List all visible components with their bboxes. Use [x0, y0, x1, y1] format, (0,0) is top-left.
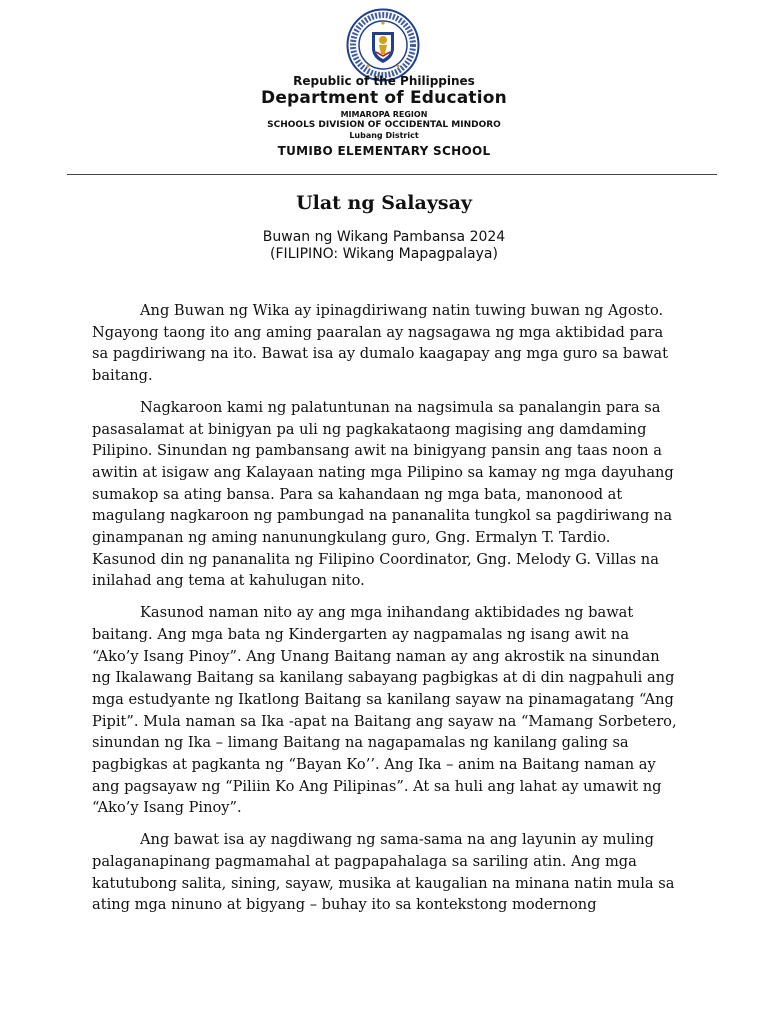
division-label: SCHOOLS DIVISION OF OCCIDENTAL MINDORO	[267, 120, 501, 130]
document-subtitle: Buwan ng Wikang Pambansa 2024	[262, 229, 506, 245]
paragraph: Nagkaroon kami ng palatuntunan na nagsimula sa panalangin para sa pasasalamat at binigyan pa uli ng pagkakataong magising ang damdaming Pilipino. Sinundan ng pambansang awit na binigyang pansin ang taas noon a awitin at isigaw ang Kalayaan nating mga Pilipino sa kamay ng mga dayuhang sumakop sa ating bansa. Para sa kahandaan ng mga bata, manonood at magulang nagkaroon ng pambungad na pananalita tungkol sa pagdiriwang na ginampanan ng aming nanunungkulang guro, Gng. Ermalyn T. Tardio. Kasunod din ng pananalita ng Filipino Coordinator, Gng. Melody G. Villas na inilahad ang tema at kahulugan nito.	[92, 398, 674, 590]
republic-label: Republic of the Philippines	[293, 74, 475, 88]
document-body	[92, 300, 678, 926]
department-name: Department of Education	[261, 88, 507, 108]
document-theme: (FILIPINO: Wikang Mapagpalaya)	[270, 246, 498, 262]
paragraph: Kasunod naman nito ay ang mga inihandang aktibidades ng bawat baitang. Ang mga bata ng Kindergarten ay nagpamalas ng isang awit na “Ako’y Isang Pinoy”. Ang Unang Baitang naman ay ang akrostik na sinundan ng Ikalawang Baitang sa kanilang sabayang pagbigkas at di din nagpahuli ang mga estudyante ng Ikatlong Baitang sa kanilang sayaw na pinamagatang “Ang Pipit”. Mula naman sa Ika -apat na Baitang ang sayaw na “Mamang Sorbetero, sinundan ng Ika – limang Baitang na nagapamalas ng kanilang galing sa pagbigkas at pagkanta ng “Bayan Ko’’. Ang Ika – anim na Baitang naman ay ang pagsayaw ng “Piliin Ko Ang Pilipinas”. At sa huli ang lahat ay umawit ng “Ako’y Isang Pinoy”.	[92, 604, 677, 817]
paragraph: Ang Buwan ng Wika ay ipinagdiriwang natin tuwing buwan ng Agosto. Ngayong taong ito ang aming paaralan ay nagsagawa ng mga aktibidad para sa pagdiriwang na ito. Bawat isa ay dumalo kaagapay ang mga guro sa bawat baitang.	[92, 302, 668, 385]
school-name: TUMIBO ELEMENTARY SCHOOL	[277, 144, 491, 158]
paragraph: Ang bawat isa ay nagdiwang ng sama-sama na ang layunin ay muling palaganapinang pagmamahal at pagpapahalaga sa sariling atin. Ang mga katutubong salita, sining, sayaw, musika at kaugalian na minana natin mula sa ating mga ninuno at bigyang – buhay ito sa kontekstong modernong	[92, 831, 675, 914]
region-label: MIMAROPA REGION	[340, 110, 428, 119]
header-divider	[67, 174, 717, 175]
district-label: Lubang District	[349, 131, 419, 140]
document-title: Ulat ng Salaysay	[296, 192, 472, 214]
deped-seal-icon	[346, 8, 420, 82]
